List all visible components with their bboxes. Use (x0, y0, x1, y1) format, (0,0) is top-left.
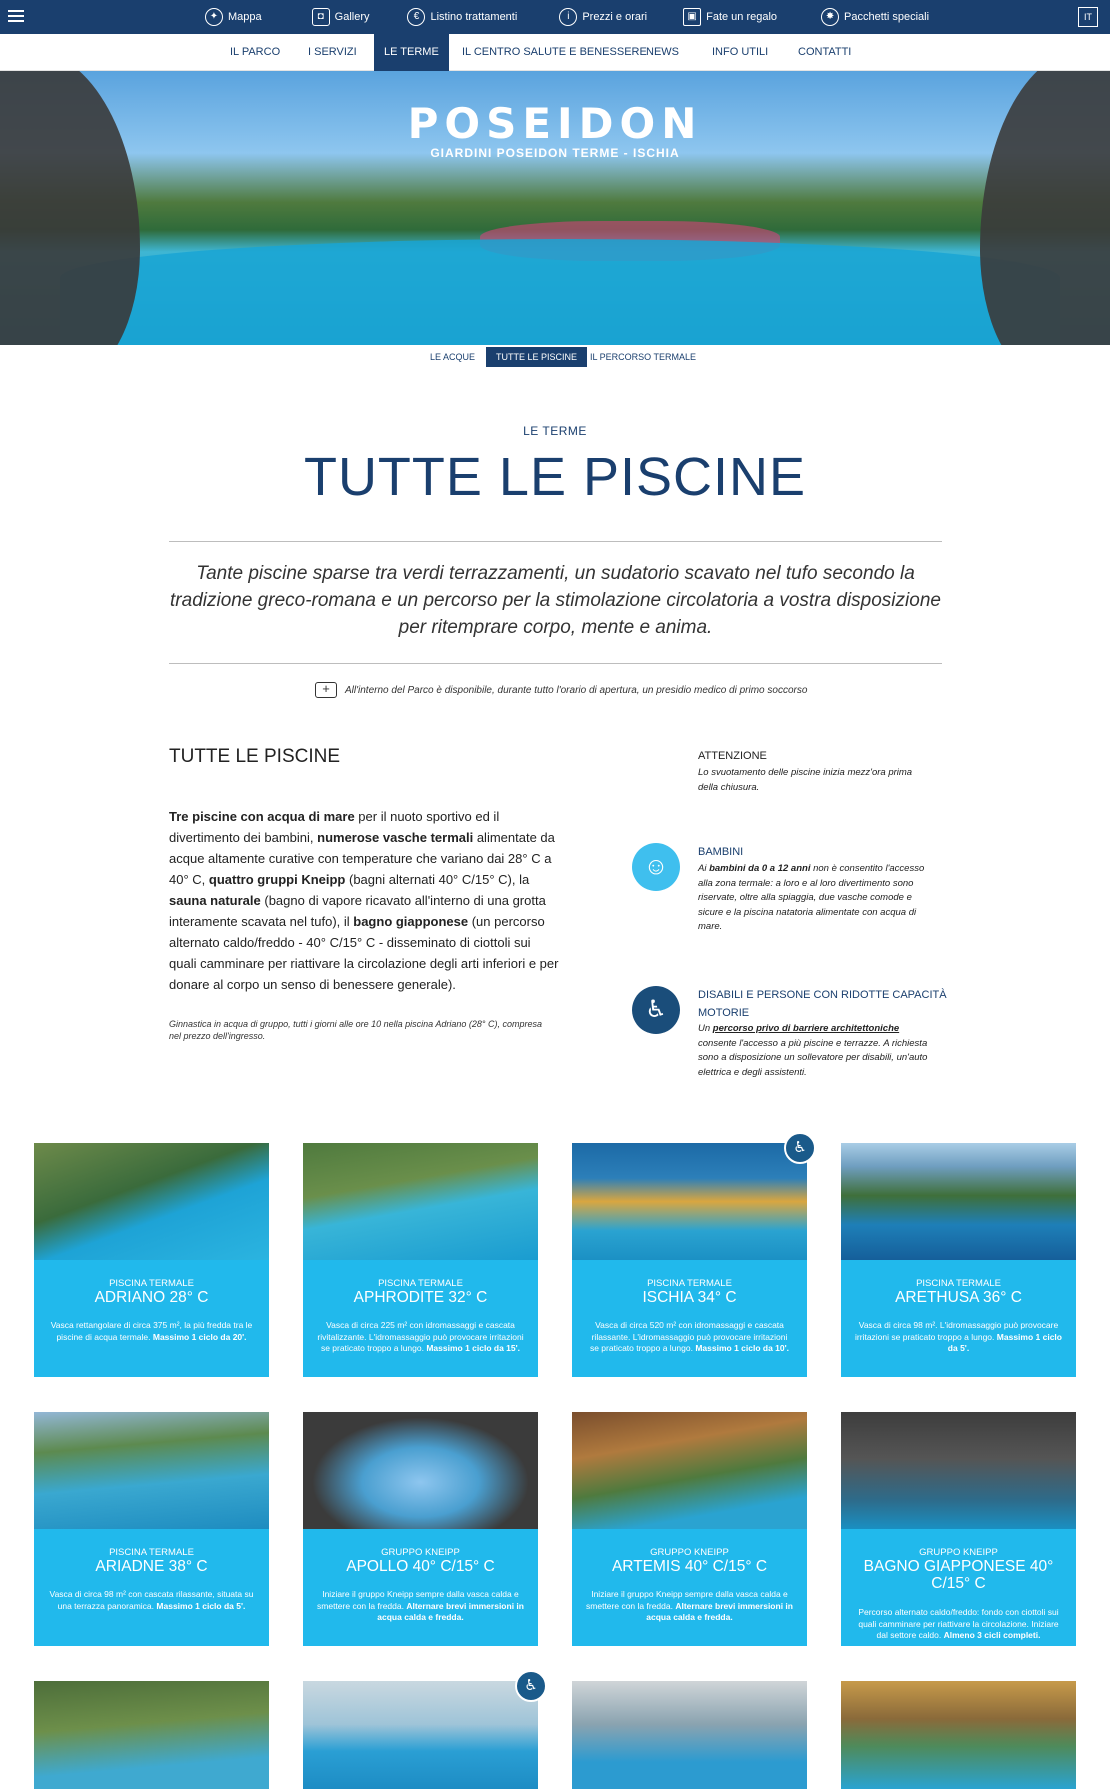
disabili-text: Un percorso privo di barriere architettoniche consente l'accesso a più piscine e terrazze. A richiesta sono a disposizione un sollevatore per disabili, un'auto elettrica e degli assistenti. (698, 1023, 928, 1078)
pool-card-row3-1[interactable] (34, 1681, 269, 1789)
body-text: (un percorso alternato caldo/freddo - 40° C/15° C - disseminato di ciottoli sui quali camminare per riattivare la circolazione degli arti inferiori e per donare al corpo un senso di benessere generale). (169, 914, 559, 992)
pool-photo (34, 1681, 269, 1789)
accessible-badge-icon: ♿ (784, 1132, 816, 1164)
pool-category: PISCINA TERMALE (109, 1278, 194, 1289)
pool-card-arethusa[interactable] (841, 1143, 1076, 1377)
bambini-text: Ai bambini da 0 a 12 anni non è consentito l'accesso alla zona termale: a loro e al loro divertimento sono riservate, oltre alla spiaggia, due vasche comode e sicure e la piscina natatoria alimentate con acqua di mare. (698, 863, 925, 932)
body-bold: quattro gruppi Kneipp (208, 872, 346, 887)
site-logo[interactable] (0, 99, 1110, 160)
pool-name: APOLLO 40° C/15° C (346, 1558, 495, 1575)
disabili-title: DISABILI E PERSONE CON RIDOTTE CAPACITÀ MOTORIE (698, 989, 947, 1019)
hero-pool (60, 239, 1060, 345)
body-text: per il nuoto sportivo ed il divertimento dei bambini, (169, 809, 500, 845)
pool-card-ariadne[interactable] (34, 1412, 269, 1646)
pool-desc: Vasca rettangolare di circa 375 m², la più fredda tra le piscine di acqua termale. Massimo 1 ciclo da 20'. (50, 1320, 253, 1342)
body-text: (bagno di vapore ricavato all'interno di una grotta interamente scavata nel tufo), il (169, 893, 546, 929)
pool-category: GRUPPO KNEIPP (650, 1547, 729, 1558)
pool-desc: Vasca di circa 520 m² con idromassaggi e cascata rilassante. L'idromassaggio può provocare irritazioni se praticato troppo a lungo. Massimo 1 ciclo da 10'. (589, 1320, 790, 1353)
pool-name: ADRIANO 28° C (94, 1289, 209, 1306)
hero-banner (0, 71, 1110, 345)
intro-text: Tante piscine sparse tra verdi terrazzamenti, un sudatorio scavato nel tufo secondo la tradizione greco-romana e un percorso per la stimolazione circolatoria a vostra disposizione per ritemprare corpo, mente e anima. (170, 563, 941, 638)
main-nav (0, 34, 1110, 71)
pool-photo (841, 1143, 1076, 1260)
bambini-title: BAMBINI (698, 846, 744, 858)
pool-card-aphrodite[interactable] (303, 1143, 538, 1377)
pool-name: ARIADNE 38° C (95, 1558, 208, 1575)
body-bold: numerose vasche termali (317, 830, 474, 845)
info-icon: i (559, 8, 577, 26)
body-bold: sauna naturale (169, 893, 261, 908)
pool-desc: Iniziare il gruppo Kneipp sempre dalla vasca calda e smettere con la fredda. Alternare brevi immersioni in acqua calda e fredda. (586, 1589, 793, 1622)
pool-desc: Vasca di circa 98 m². L'idromassaggio può provocare irritazioni se praticato troppo a lungo. Massimo 1 ciclo da 5'. (855, 1320, 1062, 1353)
nav-news[interactable]: NEWS (646, 46, 679, 58)
pool-photo (841, 1412, 1076, 1529)
pool-desc: Vasca di circa 98 m² con cascata rilassante, situata su una terrazza panoramica. Massimo 1 ciclo da 5'. (49, 1589, 254, 1611)
pools-description (169, 806, 559, 995)
euro-icon: € (407, 8, 425, 26)
pool-name: ARETHUSA 36° C (895, 1289, 1022, 1306)
pool-name: BAGNO GIAPPONESE 40° C/15° C (863, 1558, 1054, 1592)
utility-pacchetti[interactable]: ✸ Pacchetti speciali (821, 0, 929, 34)
utility-listino[interactable]: € Listino trattamenti (407, 0, 517, 34)
pool-card-row3-4[interactable] (841, 1681, 1076, 1789)
pool-category: PISCINA TERMALE (647, 1278, 732, 1289)
subnav-le-acque[interactable]: LE ACQUE (430, 352, 476, 362)
section-title: TUTTE LE PISCINE (169, 746, 341, 767)
pool-desc: Percorso alternato caldo/freddo: fondo con ciottoli sui quali camminare per riattivare la circolazione. Iniziare dal settore caldo. Almeno 3 cicli completi. (858, 1607, 1059, 1640)
menu-icon[interactable] (8, 10, 24, 22)
pool-card-row3-2[interactable] (303, 1681, 538, 1789)
section-eyebrow: LE TERME (523, 424, 587, 438)
nav-le-terme[interactable]: LE TERME (374, 34, 449, 71)
child-icon: ☺ (632, 843, 680, 891)
gym-note: Ginnastica in acqua di gruppo, tutti i giorni alle ore 10 nella piscina Adriano (28° C), compresa nel prezzo dell'ingresso. (169, 1019, 542, 1041)
pool-photo (303, 1412, 538, 1529)
page-title: TUTTE LE PISCINE (303, 447, 807, 507)
pool-name: ARTEMIS 40° C/15° C (611, 1558, 768, 1575)
pool-name: APHRODITE 32° C (353, 1289, 488, 1306)
subnav-tutte-le-piscine[interactable]: TUTTE LE PISCINE (486, 347, 587, 367)
attenzione-title: ATTENZIONE (698, 750, 767, 762)
body-text: alimentate da acque altamente curative con temperature che variano dai 28° C a 40° C, (169, 830, 555, 887)
pool-photo (303, 1143, 538, 1260)
nav-i-servizi[interactable]: I SERVIZI (308, 46, 357, 58)
pool-card-ischia[interactable] (572, 1143, 807, 1377)
pool-desc: Iniziare il gruppo Kneipp sempre dalla vasca calda e smettere con la fredda. Alternare brevi immersioni in acqua calda e fredda. (317, 1589, 524, 1622)
pool-photo (572, 1681, 807, 1789)
accessible-badge-icon: ♿ (515, 1670, 547, 1702)
pool-card-apollo[interactable] (303, 1412, 538, 1646)
pool-name: ISCHIA 34° C (642, 1289, 737, 1306)
pool-card-adriano[interactable] (34, 1143, 269, 1377)
language-selector[interactable]: IT (1078, 7, 1098, 27)
body-bold: Tre piscine con acqua di mare (169, 809, 355, 824)
first-aid-text: All'interno del Parco è disponibile, durante tutto l'orario di apertura, un presidio medico di primo soccorso (345, 684, 808, 696)
utility-mappa[interactable]: ✦ Mappa (205, 0, 262, 34)
pool-category: PISCINA TERMALE (378, 1278, 463, 1289)
pool-card-artemis[interactable] (572, 1412, 807, 1646)
camera-icon: ◘ (312, 8, 330, 26)
sub-nav (0, 345, 1110, 369)
nav-il-parco[interactable]: IL PARCO (230, 46, 281, 58)
logo-subtitle: GIARDINI POSEIDON TERME - ISCHIA (430, 146, 680, 160)
subnav-percorso-termale[interactable]: IL PERCORSO TERMALE (590, 352, 697, 362)
body-text: (bagni alternati 40° C/15° C), la (345, 872, 530, 887)
nav-info-utili[interactable]: INFO UTILI (712, 46, 769, 58)
badge-icon: ✸ (821, 8, 839, 26)
utility-regalo[interactable]: ▣ Fate un regalo (683, 0, 777, 34)
pool-photo (303, 1681, 538, 1789)
attenzione-text: Lo svuotamento delle piscine inizia mezz'ora prima della chiusura. (698, 767, 913, 793)
utility-gallery[interactable]: ◘ Gallery (312, 0, 370, 34)
first-aid-notice (315, 682, 915, 698)
pool-photo (572, 1412, 807, 1529)
divider (169, 541, 942, 542)
top-utility-bar (0, 0, 1110, 34)
pool-photo (841, 1681, 1076, 1789)
pool-category: GRUPPO KNEIPP (919, 1547, 998, 1558)
nav-centro-salute[interactable]: IL CENTRO SALUTE E BENESSERE (462, 46, 647, 58)
pool-photo (34, 1143, 269, 1260)
pool-photo (34, 1412, 269, 1529)
wheelchair-icon: ♿ (632, 986, 680, 1034)
divider (169, 663, 942, 664)
pool-category: PISCINA TERMALE (109, 1547, 194, 1558)
pool-photo (572, 1143, 807, 1260)
nav-contatti[interactable]: CONTATTI (798, 46, 852, 58)
body-bold: bagno giapponese (353, 914, 469, 929)
utility-links (205, 0, 929, 34)
pool-category: PISCINA TERMALE (916, 1278, 1001, 1289)
gift-icon: ▣ (683, 8, 701, 26)
medical-kit-icon: + (315, 682, 337, 698)
pool-card-bagno-giapponese[interactable] (841, 1412, 1076, 1646)
pool-card-row3-3[interactable] (572, 1681, 807, 1789)
pool-desc: Vasca di circa 225 m² con idromassaggi e cascata rivitalizzante. L'idromassaggio può provocare irritazioni se praticato troppo a lungo. Massimo 1 ciclo da 15'. (317, 1320, 524, 1353)
logo-name: POSEIDON (407, 99, 703, 148)
pool-category: GRUPPO KNEIPP (381, 1547, 460, 1558)
compass-icon: ✦ (205, 8, 223, 26)
utility-prezzi[interactable]: i Prezzi e orari (559, 0, 647, 34)
